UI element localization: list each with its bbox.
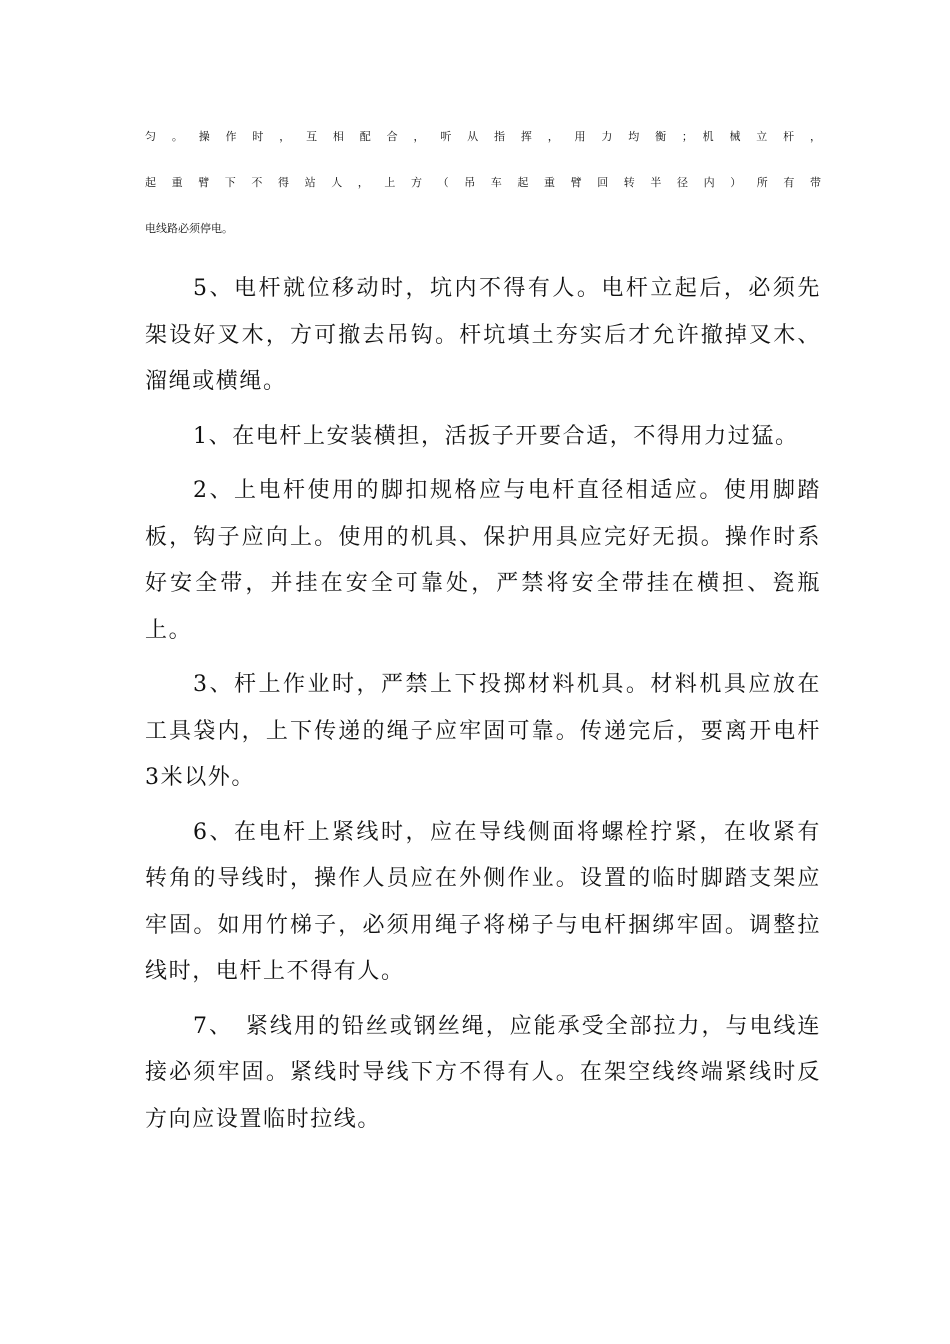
paragraph-7: 7、 紧线用的铅丝或钢丝绳，应能承受全部拉力，与电线连接必须牢固。紧线时导线下方不得有人。在架空线终端紧线时反方向应设置临时拉线。 (145, 1013, 821, 1132)
document-body (145, 266, 821, 1151)
text-line: 电线路必须停电。 (145, 222, 233, 235)
text-line: 匀 。 操 作 时 ， 互 相 配 合 ， 听 从 指 挥 ， 用 力 均 衡 ； 机 械 立 杆 ， (145, 130, 821, 143)
paragraph-3: 3、杆上作业时，严禁上下投掷材料机具。材料机具应放在工具袋内，上下传递的绳子应牢固可靠。传递完后，要离开电杆3米以外。 (145, 672, 821, 790)
text-line: 起 重 臂 下 不 得 站 人 ， 上 方 （ 吊 车 起 重 臂 回 转 半 径 内 ） 所 有 带 (145, 176, 821, 189)
paragraph-6: 6、在电杆上紧线时，应在导线侧面将螺栓拧紧，在收紧有转角的导线时，操作人员应在外侧作业。设置的临时脚踏支架应牢固。如用竹梯子，必须用绳子将梯子与电杆捆绑牢固。调整拉线时，电杆上不得有人。 (145, 819, 821, 984)
paragraph-1: 1、在电杆上安装横担，活扳子开要合适，不得用力过猛。 (193, 423, 799, 449)
continued-paragraph (145, 122, 821, 260)
paragraph-5: 5、电杆就位移动时，坑内不得有人。电杆立起后，必须先架设好叉木，方可撤去吊钩。杆坑填土夯实后才允许撤掉叉木、溜绳或横绳。 (145, 276, 821, 394)
paragraph-2: 2、上电杆使用的脚扣规格应与电杆直径相适应。使用脚踏板，钩子应向上。使用的机具、保护用具应完好无损。操作时系好安全带，并挂在安全可靠处，严禁将安全带挂在横担、瓷瓶上。 (145, 478, 821, 643)
